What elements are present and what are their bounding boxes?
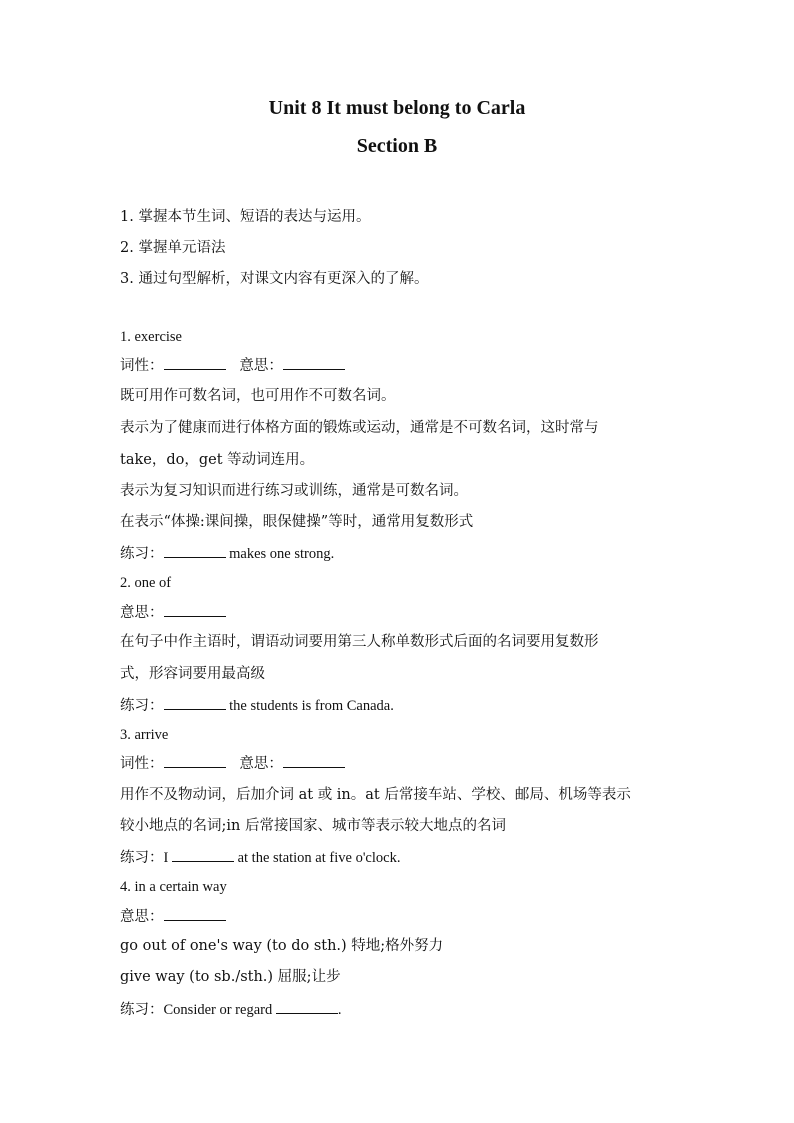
section-subtitle: Section B bbox=[356, 135, 438, 157]
practice-prefix: Consider or regard bbox=[163, 1002, 276, 1018]
answer-blank[interactable] bbox=[164, 355, 226, 370]
answer-blank[interactable] bbox=[164, 543, 226, 558]
practice-label: 练习： bbox=[120, 698, 164, 714]
practice-prefix: I bbox=[163, 850, 172, 866]
item-heading: 1. exercise bbox=[120, 329, 182, 345]
practice-label: 练习： bbox=[120, 546, 164, 562]
item-heading: 2. one of bbox=[120, 575, 172, 591]
meaning-label: 意思： bbox=[120, 605, 164, 621]
pos-meaning-line bbox=[120, 753, 345, 774]
practice-label: 练习： bbox=[120, 850, 164, 866]
practice-line bbox=[120, 695, 394, 716]
practice-text: makes one strong. bbox=[225, 546, 335, 562]
item-heading: 4. in a certain way bbox=[120, 879, 227, 895]
note-line: take，do，get 等动词连用。 bbox=[120, 452, 315, 468]
pos-meaning-line bbox=[120, 355, 345, 376]
item-heading: 3. arrive bbox=[120, 727, 169, 743]
practice-line bbox=[120, 999, 341, 1020]
meaning-label: 意思： bbox=[239, 756, 283, 772]
objective-item: 3. 通过句型解析，对课文内容有更深入的了解。 bbox=[120, 271, 429, 287]
note-line: 在句子中作主语时，谓语动词要用第三人称单数形式后面的名词要用复数形 bbox=[120, 634, 599, 650]
practice-suffix: . bbox=[337, 1002, 342, 1018]
answer-blank[interactable] bbox=[164, 602, 226, 617]
answer-blank[interactable] bbox=[283, 753, 345, 768]
answer-blank[interactable] bbox=[276, 999, 338, 1014]
note-line: give way (to sb./sth.) 屈服;让步 bbox=[120, 969, 341, 985]
note-line: 表示为了健康而进行体格方面的锻炼或运动，通常是不可数名词，这时常与 bbox=[120, 420, 599, 436]
answer-blank[interactable] bbox=[172, 847, 234, 862]
note-line: 式，形容词要用最高级 bbox=[120, 666, 265, 682]
practice-label: 练习： bbox=[120, 1002, 164, 1018]
note-line: 较小地点的名词;in 后常接国家、城市等表示较大地点的名词 bbox=[120, 818, 506, 834]
meaning-label: 意思： bbox=[120, 909, 164, 925]
practice-line bbox=[120, 847, 400, 868]
practice-line bbox=[120, 543, 334, 564]
answer-blank[interactable] bbox=[283, 355, 345, 370]
note-line: 在表示“体操:课间操，眼保健操”等时，通常用复数形式 bbox=[120, 514, 474, 530]
note-line: 用作不及物动词，后加介词 at 或 in。at 后常接车站、学校、邮局、机场等表示 bbox=[120, 787, 631, 803]
objective-item: 1. 掌握本节生词、短语的表达与运用。 bbox=[120, 209, 371, 225]
answer-blank[interactable] bbox=[164, 695, 226, 710]
meaning-line bbox=[120, 602, 226, 623]
practice-text: the students is from Canada. bbox=[225, 698, 394, 714]
meaning-label: 意思： bbox=[239, 358, 283, 374]
meaning-line bbox=[120, 906, 226, 927]
pos-label: 词性： bbox=[120, 756, 164, 772]
objective-item: 2. 掌握单元语法 bbox=[120, 240, 226, 256]
practice-text: at the station at five o'clock. bbox=[233, 850, 401, 866]
page-title: Unit 8 It must belong to Carla bbox=[268, 97, 526, 119]
answer-blank[interactable] bbox=[164, 906, 226, 921]
pos-label: 词性： bbox=[120, 358, 164, 374]
answer-blank[interactable] bbox=[164, 753, 226, 768]
note-line: 既可用作可数名词，也可用作不可数名词。 bbox=[120, 388, 396, 404]
note-line: 表示为复习知识而进行练习或训练，通常是可数名词。 bbox=[120, 483, 468, 499]
note-line: go out of one's way (to do sth.) 特地;格外努力 bbox=[120, 938, 444, 954]
